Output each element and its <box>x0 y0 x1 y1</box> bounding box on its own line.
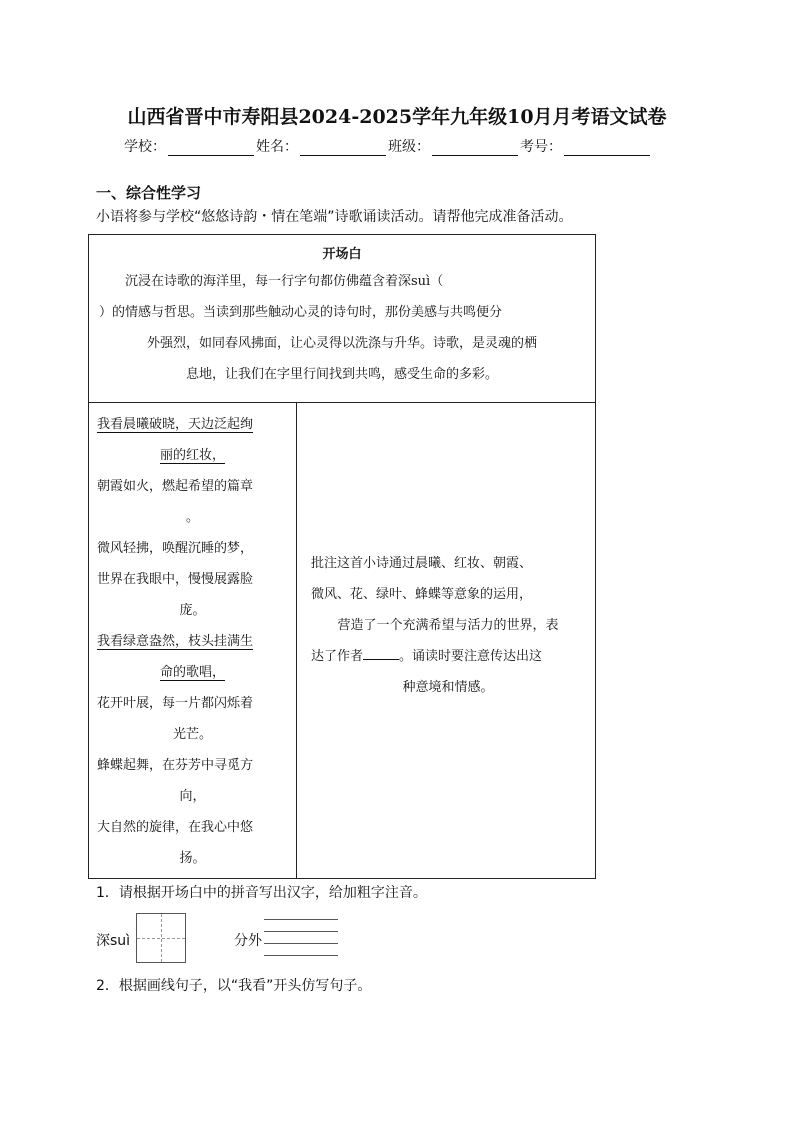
poem-line: 向， <box>179 789 206 804</box>
poem-line: 大自然的旋律，在我心中悠 <box>97 820 254 835</box>
poem-line: 朝霞如火，燃起希望的篇章 <box>97 479 254 494</box>
grid-line <box>264 955 338 956</box>
exam-number-label: 考号： <box>520 139 562 155</box>
school-label: 学校： <box>124 139 166 155</box>
student-info-row <box>124 136 652 156</box>
grid-line <box>264 943 338 944</box>
question-1-answer-area <box>96 913 356 965</box>
annotation-cell <box>297 403 595 878</box>
question-2: 2．根据画线句子，以“我看”开头仿写句子。 <box>96 978 372 994</box>
section-heading: 一、综合性学习 <box>96 184 202 202</box>
activity-table <box>88 234 596 879</box>
annotation-line: 批注这首小诗通过晨曦、红妆、朝霞、 <box>311 556 533 571</box>
opening-line: 沉浸在诗歌的海洋里，每一行字句都仿佛蕴含着深suì（ <box>99 274 444 289</box>
annotation-line: 营造了一个充满希望与活力的世界，表 <box>337 618 559 633</box>
poem-cell <box>89 403 297 878</box>
poem-line: 光芒。 <box>172 727 212 742</box>
grid-line <box>264 931 338 932</box>
opening-line: ）的情感与哲思。当读到那些触动心灵的诗句时，那份美感与共鸣便分 <box>99 305 503 320</box>
class-label: 班级： <box>388 139 430 155</box>
poem-line-underlined: 我看晨曦破晓，天边泛起绚 <box>97 417 254 432</box>
section-intro: 小语将参与学校“悠悠诗韵・情在笔端”诗歌诵读活动。请帮他完成准备活动。 <box>96 209 573 225</box>
grid-line <box>264 919 338 920</box>
annotation-line: 种意境和情感。 <box>402 680 494 695</box>
poem-line: 。 <box>185 510 199 525</box>
page-title: 山西省晋中市寿阳县2024-2025学年九年级10月月考语文试卷 <box>127 106 667 128</box>
annotation-line: 微风、花、绿叶、蜂蝶等意象的运用， <box>311 587 533 602</box>
answer-blank[interactable] <box>363 645 399 660</box>
annotation-line <box>311 641 585 672</box>
poem-line-underlined: 我看绿意盎然，枝头挂满生 <box>97 634 254 649</box>
bold-word-label: 分外 <box>234 933 262 949</box>
poem-line: 花开叶展，每一片都闪烁着 <box>97 696 254 711</box>
exam-number-blank[interactable] <box>564 139 650 156</box>
question-1: 1．请根据开场白中的拼音写出汉字，给加粗字注音。 <box>96 885 427 901</box>
grid-guide-vertical <box>161 914 162 962</box>
class-blank[interactable] <box>432 139 518 156</box>
opening-cell <box>89 235 595 403</box>
school-blank[interactable] <box>168 139 254 156</box>
opening-line: 息地，让我们在字里行间找到共鸣，感受生命的多彩。 <box>185 367 498 382</box>
poem-line-underlined: 丽的红妆， <box>159 448 225 463</box>
poem-line: 微风轻拂，唤醒沉睡的梦， <box>97 541 254 556</box>
poem-line: 蜂蝶起舞，在芬芳中寻觅方 <box>97 758 254 773</box>
opening-title: 开场白 <box>322 247 362 262</box>
opening-text <box>89 262 595 390</box>
character-grid-box[interactable] <box>136 913 186 963</box>
name-blank[interactable] <box>300 139 386 156</box>
annotation-text: 。诵读时要注意传达出这 <box>399 649 543 664</box>
pinyin-label: 深suì <box>96 933 131 949</box>
annotation-text: 达了作者 <box>311 649 364 664</box>
poem-line: 世界在我眼中，慢慢展露脸 <box>97 572 254 587</box>
name-label: 姓名： <box>256 139 298 155</box>
poem-line: 庞。 <box>179 603 206 618</box>
opening-line: 外强烈，如同春风拂面，让心灵得以洗涤与升华。诗歌，是灵魂的栖 <box>146 336 537 351</box>
poem-line: 扬。 <box>179 851 206 866</box>
pinyin-four-line-grid[interactable] <box>264 919 338 955</box>
poem-line-underlined: 命的歌唱， <box>159 665 225 680</box>
